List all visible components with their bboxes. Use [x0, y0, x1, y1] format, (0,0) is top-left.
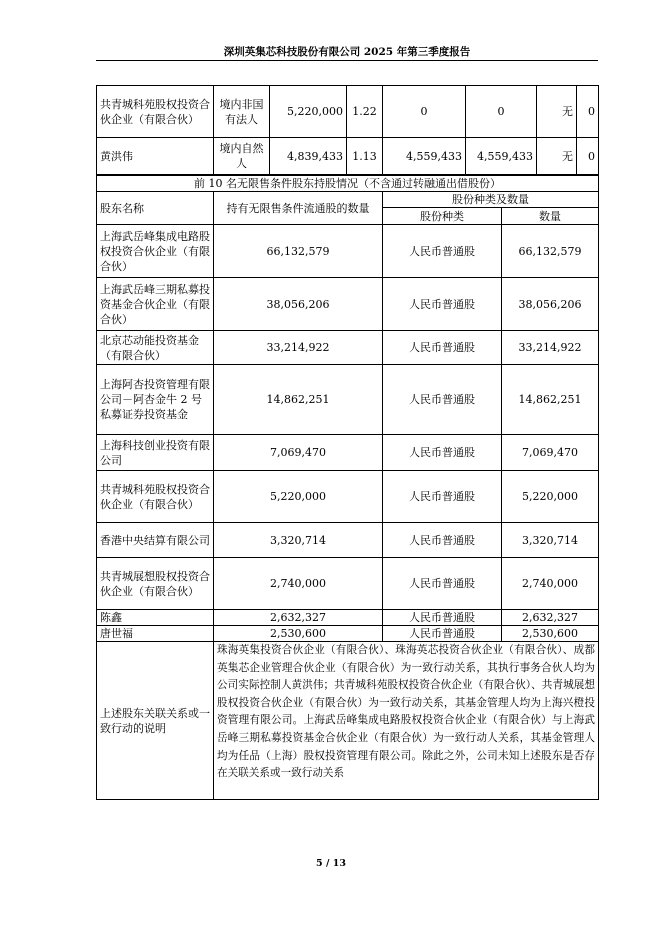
holder-nature: 境内非国有法人	[214, 86, 270, 138]
report-header: 深圳英集芯科技股份有限公司 2025 年第三季度报告	[223, 46, 471, 58]
page-number: 5 / 13	[316, 858, 346, 869]
header-rule	[96, 60, 598, 61]
share-kind: 人民币普通股	[383, 365, 502, 435]
share-kind: 人民币普通股	[383, 610, 502, 626]
restricted-shares: 0	[383, 86, 466, 138]
holder-shares: 5,220,000	[214, 471, 383, 523]
holder-name: 唐世福	[97, 626, 214, 642]
share-qty: 2,530,600	[502, 626, 599, 642]
holder-name: 上海武岳峰集成电路股权投资合伙企业（有限合伙）	[97, 225, 214, 278]
holder-name: 黄洪伟	[97, 138, 214, 175]
col-header-holder: 股东名称	[97, 192, 214, 225]
holder-shares: 2,530,600	[214, 626, 383, 642]
share-kind: 人民币普通股	[383, 331, 502, 365]
table-row	[97, 278, 599, 331]
holder-shares: 2,740,000	[214, 558, 383, 610]
holder-shares: 7,069,470	[214, 435, 383, 471]
share-qty: 2,632,327	[502, 610, 599, 626]
holder-shares: 33,214,922	[214, 331, 383, 365]
holder-name: 北京芯动能投资基金（有限合伙）	[97, 331, 214, 365]
share-qty: 2,740,000	[502, 558, 599, 610]
holder-name: 上海武岳峰三期私募投资基金合伙企业（有限合伙）	[97, 278, 214, 331]
holder-name: 共青城科苑股权投资合伙企业（有限合伙）	[97, 86, 214, 138]
holder-ratio: 1.13	[347, 138, 383, 175]
share-kind: 人民币普通股	[383, 523, 502, 558]
restricted-incl-lent: 0	[466, 86, 537, 138]
pledge-qty: 0	[577, 138, 599, 175]
table-row	[97, 365, 599, 435]
holder-shares: 3,320,714	[214, 523, 383, 558]
holder-shares: 38,056,206	[214, 278, 383, 331]
holder-shares: 5,220,000	[270, 86, 347, 138]
section-title: 前 10 名无限售条件股东持股情况（不含通过转融通出借股份）	[97, 176, 599, 192]
restricted-incl-lent: 4,559,433	[466, 138, 537, 175]
table-row	[97, 86, 599, 138]
share-kind: 人民币普通股	[383, 278, 502, 331]
restricted-shares: 4,559,433	[383, 138, 466, 175]
table-row	[97, 225, 599, 278]
relation-text: 珠海英集投资合伙企业（有限合伙）、珠海英芯投资合伙企业（有限合伙）、成都英集芯企业管理合伙企业（有限合伙）为一致行动关系，其执行事务合伙人均为公司实际控制人黄洪伟；共青城科苑股权投资合伙企业（有限合伙）、共青城展想股权投资合伙企业（有限合伙）为一致行动关系，其基金管理人均为上海兴橙投资管理有限公司。上海武岳峰集成电路股权投资合伙企业（有限合伙）与上海武岳峰三期私募投资基金合伙企业（有限合伙）为一致行动人关系，其基金管理人均为任品（上海）股权投资管理有限公司。除此之外，公司未知上述股东是否存在关联关系或一致行动关系	[214, 642, 599, 800]
col-header-kind-qty: 股份种类及数量	[383, 192, 599, 208]
section-title-row	[97, 176, 599, 192]
holder-name: 香港中央结算有限公司	[97, 523, 214, 558]
holder-ratio: 1.22	[347, 86, 383, 138]
share-qty: 66,132,579	[502, 225, 599, 278]
holder-name: 陈鑫	[97, 610, 214, 626]
table-row	[97, 558, 599, 610]
top-shareholders-table	[96, 85, 599, 175]
holder-shares: 66,132,579	[214, 225, 383, 278]
relation-label: 上述股东关联关系或一致行动的说明	[97, 642, 214, 800]
relation-row	[97, 642, 599, 800]
share-qty: 7,069,470	[502, 435, 599, 471]
holder-shares: 2,632,327	[214, 610, 383, 626]
unrestricted-shareholders-table	[96, 175, 599, 800]
pledge-status: 无	[537, 86, 577, 138]
share-qty: 38,056,206	[502, 278, 599, 331]
holder-nature: 境内自然人	[214, 138, 270, 175]
pledge-qty: 0	[577, 86, 599, 138]
table-row	[97, 610, 599, 626]
share-qty: 5,220,000	[502, 471, 599, 523]
share-kind: 人民币普通股	[383, 435, 502, 471]
holder-name: 上海科技创业投资有限公司	[97, 435, 214, 471]
holder-shares: 14,862,251	[214, 365, 383, 435]
table-row	[97, 138, 599, 175]
share-qty: 14,862,251	[502, 365, 599, 435]
holder-name: 共青城科苑股权投资合伙企业（有限合伙）	[97, 471, 214, 523]
pledge-status: 无	[537, 138, 577, 175]
col-header-qty: 数量	[502, 208, 599, 225]
share-kind: 人民币普通股	[383, 471, 502, 523]
col-header-kind: 股份种类	[383, 208, 502, 225]
header-row	[97, 192, 599, 208]
col-header-unrestricted: 持有无限售条件流通股的数量	[214, 192, 383, 225]
share-qty: 3,320,714	[502, 523, 599, 558]
holder-name: 共青城展想股权投资合伙企业（有限合伙）	[97, 558, 214, 610]
share-kind: 人民币普通股	[383, 558, 502, 610]
share-qty: 33,214,922	[502, 331, 599, 365]
table-row	[97, 331, 599, 365]
table-row	[97, 435, 599, 471]
share-kind: 人民币普通股	[383, 626, 502, 642]
table-row	[97, 523, 599, 558]
table-row	[97, 626, 599, 642]
holder-name: 上海阿杏投资管理有限公司－阿杏金牛 2 号私募证券投资基金	[97, 365, 214, 435]
table-row	[97, 471, 599, 523]
holder-shares: 4,839,433	[270, 138, 347, 175]
share-kind: 人民币普通股	[383, 225, 502, 278]
